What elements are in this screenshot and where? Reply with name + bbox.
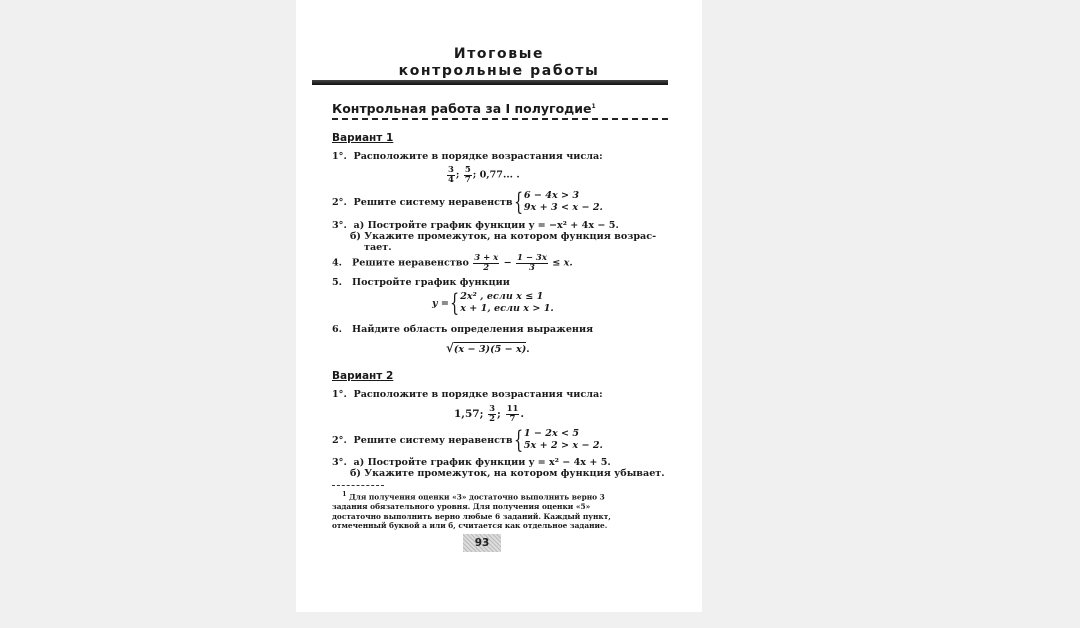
v2-task-1-numbers: 1,57; $\frac{3}{2}$ ; $\frac{11}{7}$ . <box>454 404 525 424</box>
variant-2-heading: Вариант 2 <box>332 370 394 382</box>
v1-task-3b: б) Укажите промежуток, на котором функция возрас- <box>350 231 657 242</box>
v1-task-5: 5. Постройте график функции <box>332 277 510 288</box>
page-title-line-2: контрольные работы <box>398 63 600 79</box>
page-number: 93 <box>463 534 501 552</box>
section-title: Контрольная работа за I полугодие$^1$ <box>332 101 596 116</box>
v2-task-3b: б) Укажите промежуток, на котором функция убывает. <box>350 468 665 479</box>
v1-task-1-numbers: $\frac{3}{4}$ ; $\frac{5}{7}$ ; 0,77... . <box>448 165 520 185</box>
v1-task-5-function: y ={ 2x² , если x ≤ 1 x + 1, если x > 1. <box>432 289 554 318</box>
section-dashed-rule <box>332 118 668 120</box>
textbook-page <box>296 0 702 612</box>
v2-task-2: 2°. Решите систему неравенств{ 1 − 2x < 5 5x + 2 > x − 2. <box>332 426 603 455</box>
v1-task-4: 4. Решите неравенство $\frac{3 + x}{2}$ − $\frac{1 - 3x}{3}$ ≤ x. <box>332 253 573 273</box>
v1-task-1: 1°. Расположите в порядке возрастания числа: <box>332 151 603 162</box>
title-rule <box>312 80 668 85</box>
v1-task-6: 6. Найдите область определения выражения <box>332 324 594 335</box>
page-title-line-1: Итоговые <box>453 46 545 62</box>
footnote: $^1$ Для получения оценки «3» достаточно выполнить верно 3 задания обязательного уровня. Для получения оценки «5» достаточно выполнить верно любые 6 заданий. Каждый пункт, отмеченный буквой а или б, считается как отдельное задание. <box>332 491 611 531</box>
v1-task-3a: 3°. а) Постройте график функции y = −x² + 4x − 5. <box>332 220 619 231</box>
v2-task-1: 1°. Расположите в порядке возрастания числа: <box>332 389 603 400</box>
v1-task-6-expression: √(x − 3)(5 − x). <box>446 341 530 355</box>
v1-task-3b-cont: тает. <box>364 242 392 253</box>
footnote-rule <box>332 485 384 486</box>
v1-task-2: 2°. Решите систему неравенств{ 6 − 4x > 3 9x + 3 < x − 2. <box>332 188 603 217</box>
variant-1-heading: Вариант 1 <box>332 132 394 144</box>
v2-task-3a: 3°. а) Постройте график функции y = x² − 4x + 5. <box>332 457 611 468</box>
